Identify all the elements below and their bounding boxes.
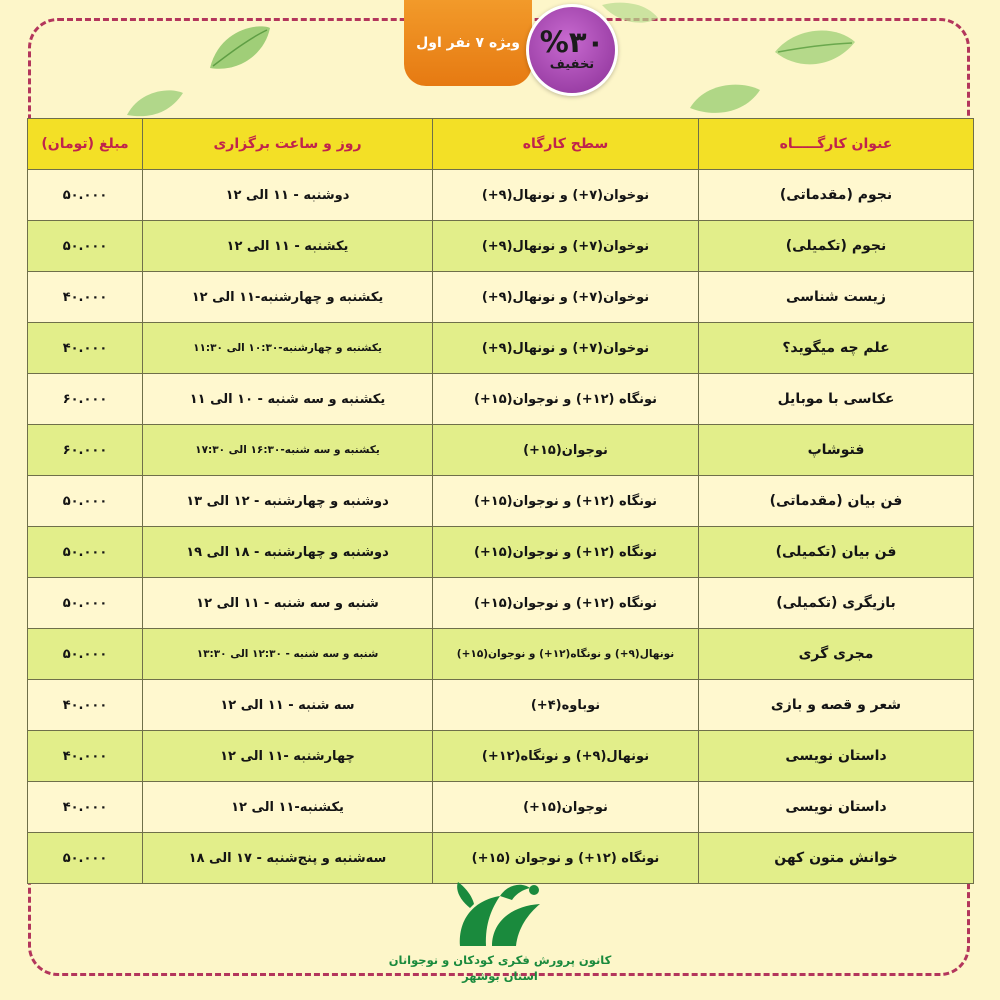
workshop-title: نجوم (تکمیلی): [699, 221, 974, 272]
workshop-price: ۵۰.۰۰۰: [28, 527, 143, 578]
header-schedule: روز و ساعت برگزاری: [143, 119, 433, 170]
workshop-schedule: دوشنبه و چهارشنبه - ۱۸ الی ۱۹: [143, 527, 433, 578]
badge-label: ویژه ۷ نفر اول: [416, 35, 520, 51]
workshop-schedule: شنبه و سه شنبه - ۱۲:۳۰ الی ۱۳:۳۰: [143, 629, 433, 680]
table-row: [28, 425, 974, 476]
workshop-level: نوجوان(۱۵+): [433, 425, 699, 476]
workshop-title: مجری گری: [699, 629, 974, 680]
workshop-table: [27, 118, 974, 884]
workshop-price: ۶۰.۰۰۰: [28, 374, 143, 425]
workshop-level: نونگاه (۱۲+) و نوجوان(۱۵+): [433, 374, 699, 425]
workshop-schedule: سه‌شنبه و پنج‌شنبه - ۱۷ الی ۱۸: [143, 833, 433, 884]
workshop-title: خوانش متون کهن: [699, 833, 974, 884]
table-row: [28, 629, 974, 680]
workshop-price: ۴۰.۰۰۰: [28, 272, 143, 323]
workshop-schedule: دوشنبه و چهارشنبه - ۱۲ الی ۱۳: [143, 476, 433, 527]
org-province-line: استان بوشهر: [462, 969, 538, 983]
table-row: [28, 833, 974, 884]
workshop-level: نوخوان(۷+) و نونهال(۹+): [433, 323, 699, 374]
leaf-icon: [770, 22, 860, 77]
table-row: [28, 323, 974, 374]
header-price: مبلغ (تومان): [28, 119, 143, 170]
table-row: [28, 527, 974, 578]
leaf-icon: [125, 85, 185, 120]
org-name-line: کانون پرورش فکری کودکان و نوجوانان: [388, 953, 612, 967]
workshop-schedule: دوشنبه - ۱۱ الی ۱۲: [143, 170, 433, 221]
header-workshop-level: سطح کارگاه: [433, 119, 699, 170]
workshop-price: ۵۰.۰۰۰: [28, 629, 143, 680]
workshop-level: نونگاه (۱۲+) و نوجوان(۱۵+): [433, 578, 699, 629]
workshop-title: داستان نویسی: [699, 782, 974, 833]
workshop-schedule: یکشنبه و سه شنبه-۱۶:۳۰ الی ۱۷:۳۰: [143, 425, 433, 476]
workshop-schedule: شنبه و سه شنبه - ۱۱ الی ۱۲: [143, 578, 433, 629]
workshop-level: نوخوان(۷+) و نونهال(۹+): [433, 221, 699, 272]
table-row: [28, 680, 974, 731]
workshop-schedule: سه شنبه - ۱۱ الی ۱۲: [143, 680, 433, 731]
workshop-level: نونگاه (۱۲+) و نوجوان (۱۵+): [433, 833, 699, 884]
workshop-level: نوجوان(۱۵+): [433, 782, 699, 833]
workshop-level: نونگاه (۱۲+) و نوجوان(۱۵+): [433, 476, 699, 527]
workshop-title: بازیگری (تکمیلی): [699, 578, 974, 629]
workshop-title: عکاسی با موبایل: [699, 374, 974, 425]
workshop-level: نوخوان(۷+) و نونهال(۹+): [433, 272, 699, 323]
workshop-level: نوخوان(۷+) و نونهال(۹+): [433, 170, 699, 221]
workshop-schedule: یکشنبه و چهارشنبه-۱۰:۳۰ الی ۱۱:۳۰: [143, 323, 433, 374]
workshop-price: ۴۰.۰۰۰: [28, 782, 143, 833]
workshop-price: ۴۰.۰۰۰: [28, 323, 143, 374]
workshop-title: فتوشاپ: [699, 425, 974, 476]
workshop-price: ۴۰.۰۰۰: [28, 680, 143, 731]
workshop-schedule: یکشنبه-۱۱ الی ۱۲: [143, 782, 433, 833]
table-row: [28, 374, 974, 425]
discount-sticker: [526, 4, 618, 96]
table-row: [28, 578, 974, 629]
workshop-title: علم چه میگوید؟: [699, 323, 974, 374]
workshop-price: ۵۰.۰۰۰: [28, 170, 143, 221]
discount-percent: %۳۰: [539, 25, 605, 59]
workshop-price: ۵۰.۰۰۰: [28, 578, 143, 629]
workshop-title: نجوم (مقدماتی): [699, 170, 974, 221]
leaf-icon: [205, 18, 275, 78]
table-header-row: [28, 119, 974, 170]
organization-name: [380, 952, 620, 984]
workshop-price: ۴۰.۰۰۰: [28, 731, 143, 782]
workshop-schedule: یکشنبه و چهارشنبه-۱۱ الی ۱۲: [143, 272, 433, 323]
workshop-title: فن بیان (مقدماتی): [699, 476, 974, 527]
workshop-price: ۵۰.۰۰۰: [28, 476, 143, 527]
workshop-schedule: یکشنبه - ۱۱ الی ۱۲: [143, 221, 433, 272]
leaf-icon: [685, 78, 765, 118]
discount-label: تخفیف: [549, 57, 595, 72]
workshop-title: فن بیان (تکمیلی): [699, 527, 974, 578]
workshop-level: نونگاه (۱۲+) و نوجوان(۱۵+): [433, 527, 699, 578]
table-row: [28, 476, 974, 527]
workshop-title: شعر و قصه و بازی: [699, 680, 974, 731]
workshop-price: ۵۰.۰۰۰: [28, 833, 143, 884]
workshop-title: داستان نویسی: [699, 731, 974, 782]
table-row: [28, 731, 974, 782]
workshop-level: نونهال(۹+) و نونگاه(۱۲+) و نوجوان(۱۵+): [433, 629, 699, 680]
table-row: [28, 221, 974, 272]
table-row: [28, 782, 974, 833]
workshop-schedule: یکشنبه و سه شنبه - ۱۰ الی ۱۱: [143, 374, 433, 425]
first-seven-badge: [404, 0, 532, 86]
workshop-price: ۶۰.۰۰۰: [28, 425, 143, 476]
table-row: [28, 272, 974, 323]
table-row: [28, 170, 974, 221]
workshop-level: نوباوه(۴+): [433, 680, 699, 731]
workshop-schedule: چهارشنبه -۱۱ الی ۱۲: [143, 731, 433, 782]
workshop-level: نونهال(۹+) و نونگاه(۱۲+): [433, 731, 699, 782]
kanoon-logo: [430, 878, 570, 950]
workshop-price: ۵۰.۰۰۰: [28, 221, 143, 272]
header-workshop-title: عنوان کارگـــــاه: [699, 119, 974, 170]
workshop-title: زیست شناسی: [699, 272, 974, 323]
